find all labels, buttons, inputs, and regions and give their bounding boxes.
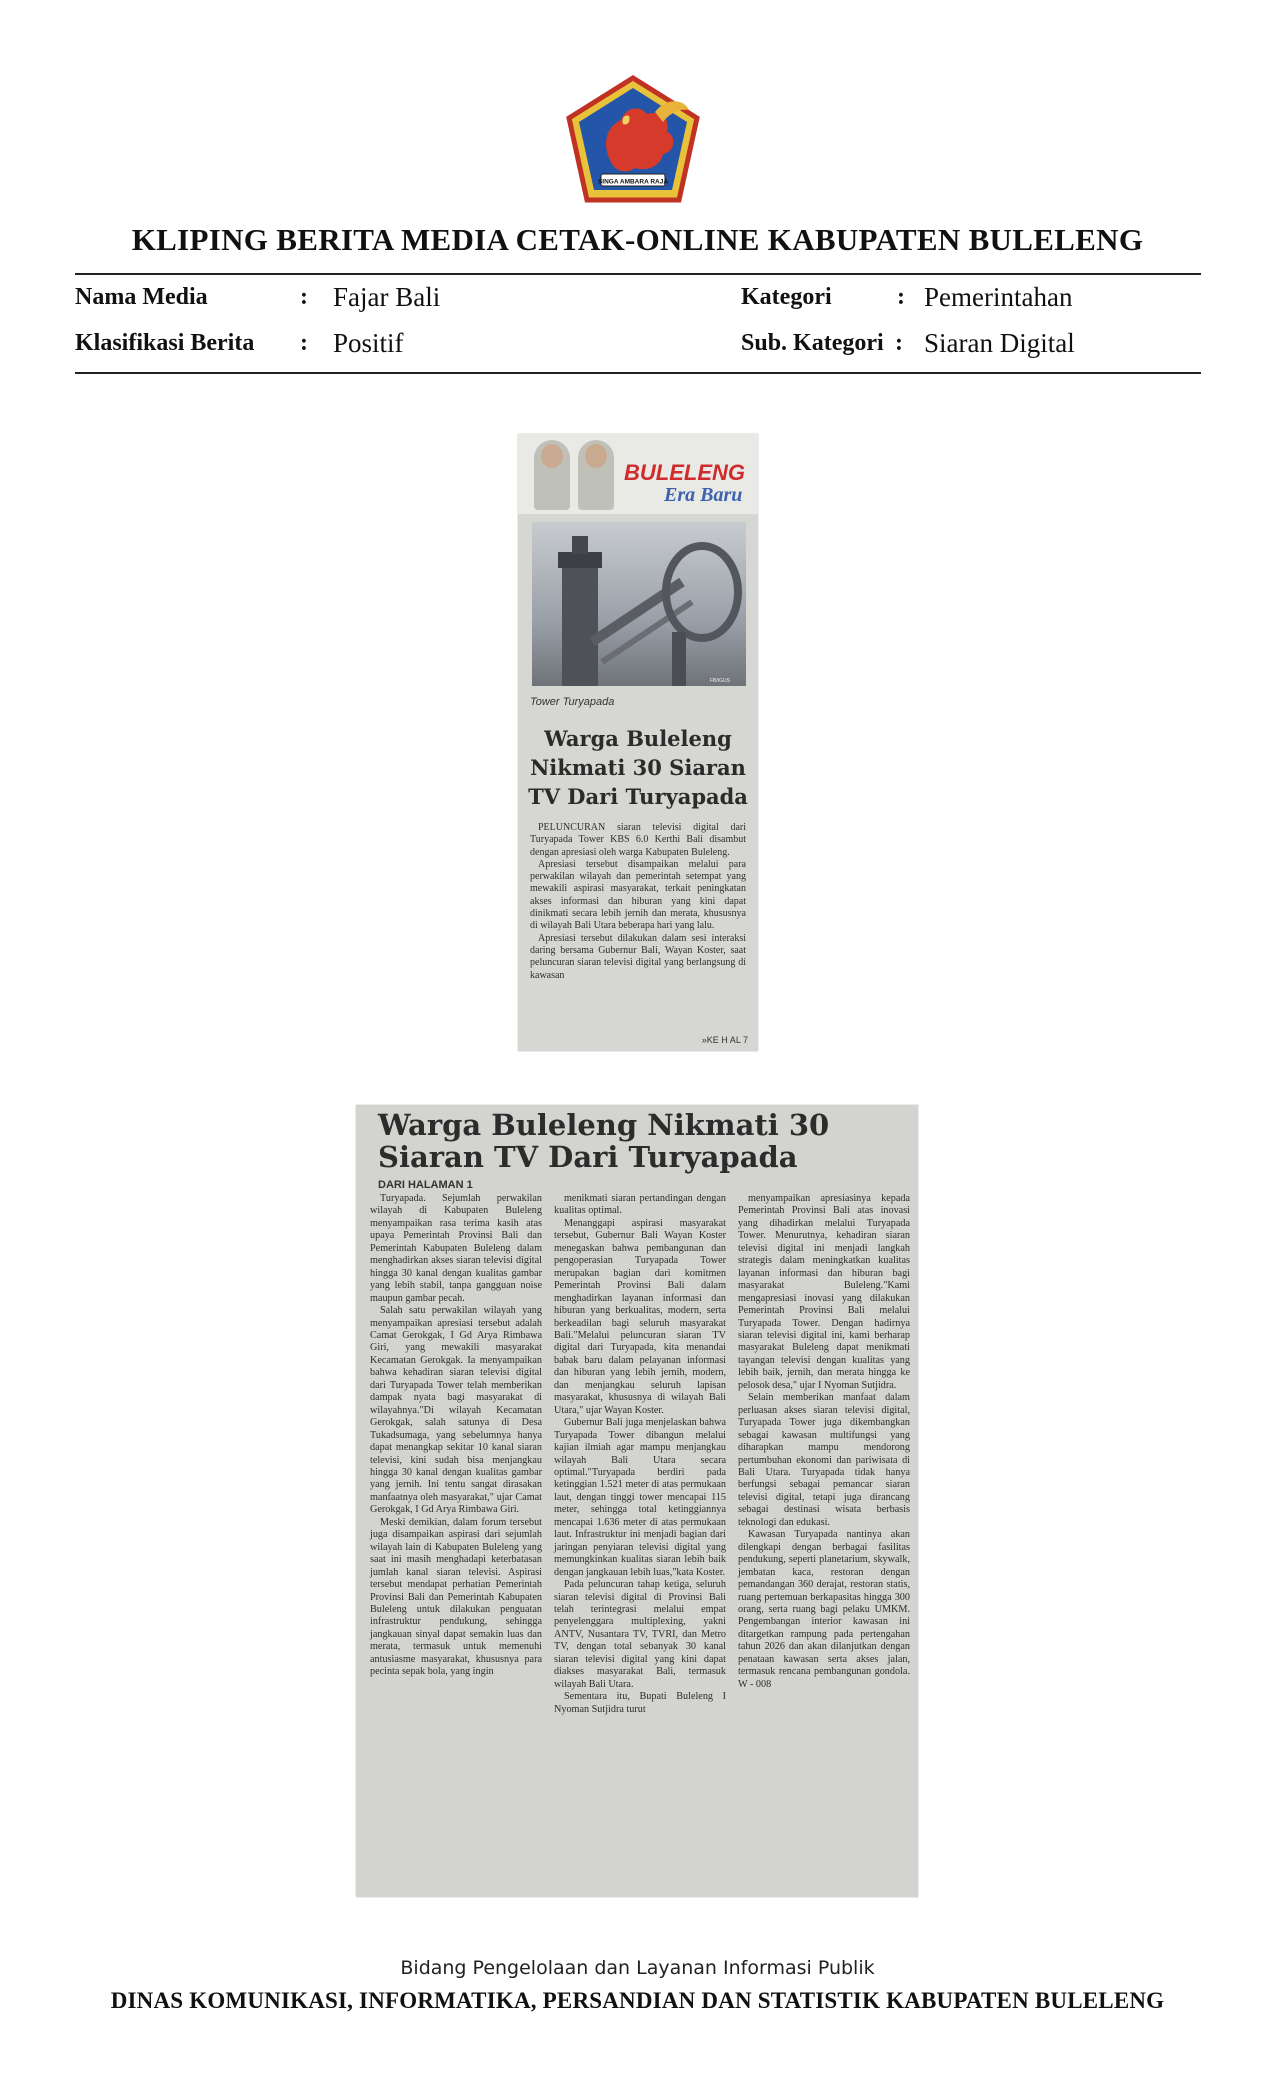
paragraph: Kawasan Turyapada nantinya akan dilengkapi dengan berbagai fasilitas pendukung, seperti planetarium, skywalk, jembatan kaca, restoran dengan pemandangan 360 derajat, restoran statis, ruang pertemuan berkapasitas hingga 300 orang, serta ruang bagi pelaku UMKM. Pengembangan interior kawasan ini ditargetkan rampung pada pertengahan tahun 2026 dan akan dilanjutkan dengan penataan kawasan serta akses jalan, termasuk rencana pembangunan gondola. W - 008 [738, 1529, 910, 1690]
rubric-banner [518, 434, 758, 514]
paragraph: Sementara itu, Bupati Buleleng I Nyoman Sutjidra turut [554, 1691, 726, 1715]
photo-caption: Tower Turyapada [530, 696, 615, 708]
continued-headline: Warga Buleleng Nikmati 30 Siaran TV Dari Turyapada [378, 1108, 830, 1174]
article-column-2 [554, 1193, 726, 1716]
headline-line: TV Dari Turyapada [528, 784, 748, 809]
paragraph: Gubernur Bali juga menjelaskan bahwa Turyapada Tower dibangun melalui kajian ilmiah agar mampu menjangkau wilayah Bali Utara secara optimal."Turyapada berdiri pada ketinggian 1.521 meter di atas permukaan laut, dengan tinggi tower mencapai 115 meter, sehingga total ketinggiannya mencapai 1.636 meter di atas permukaan laut. Infrastruktur ini menjadi bagian dari jaringan penyiaran televisi digital yang memungkinkan kualitas siaran lebih baik dengan jangkauan lebih luas,"kata Koster. [554, 1417, 726, 1578]
paragraph: Apresiasi tersebut dilakukan dalam sesi interaksi daring bersama Gubernur Bali, Wayan Koster, saat peluncuran siaran televisi digital yang berlangsung di kawasan [530, 932, 746, 981]
photo-credit: FB/IGUS [709, 678, 730, 684]
paragraph: Apresiasi tersebut disampaikan melalui para perwakilan wilayah dan pemerintah setempat yang mewakili aspirasi masyarakat, terkait peningkatan akses informasi dan hiburan yang kini dapat dinikmati secara lebih jernih dan merata, khususnya di wilayah Bali Utara beberapa hari yang lalu. [530, 858, 746, 932]
logo-text: SINGA AMBARA RAJA [597, 178, 669, 186]
subcategory-value: Siaran Digital [924, 328, 1075, 358]
regency-lion-crest-icon [563, 74, 703, 204]
page-title: KLIPING BERITA MEDIA CETAK-ONLINE KABUPATEN BULELENG [131, 222, 1144, 257]
footer-department: DINAS KOMUNIKASI, INFORMATIKA, PERSANDIAN DAN STATISTIK KABUPATEN BULELENG [110, 1988, 1165, 2013]
paragraph: Menanggapi aspirasi masyarakat tersebut, Gubernur Bali Wayan Koster menegaskan bahwa pembangunan dan pengoperasian Turyapada Tower merupakan bagian dari komitmen Pemerintah Provinsi Bali dalam menghadirkan layanan informasi dan hiburan yang berkualitas, modern, serta berkeadilan bagi seluruh masyarakat Bali."Melalui peluncuran siaran TV digital dari Turyapada, kita menandai babak baru dalam pelayanan informasi dan hiburan yang lebih jernih, modern, dan menjangkau seluruh lapisan masyarakat, khususnya di wilayah Bali Utara," ujar Wayan Koster. [554, 1217, 726, 1416]
paragraph: PELUNCURAN siaran televisi digital dari Turyapada Tower KBS 6.0 Kerthi Bali disambut dengan apresiasi oleh warga Kabupaten Buleleng. [530, 822, 746, 858]
continued-reference: »KE H AL 7 [701, 1035, 748, 1045]
footer-division: Bidang Pengelolaan dan Layanan Informasi Publik [400, 1957, 875, 1979]
front-page-clipping [518, 434, 758, 1051]
media-value: Fajar Bali [333, 282, 441, 312]
rubric-sub: Era Baru [664, 484, 743, 506]
official-photo [534, 440, 570, 510]
media-colon: : [300, 284, 308, 310]
paragraph: Turyapada. Sejumlah perwakilan wilayah di Kabupaten Buleleng menyampaikan rasa terima kasih atas upaya Pemerintah Provinsi Bali dan Pemerintah Kabupaten Buleleng dalam menghadirkan akses siaran televisi digital hingga 30 kanal dengan kualitas gambar yang lebih stabil, tanpa gangguan noise maupun gambar pecah. [370, 1193, 542, 1304]
front-article-body [530, 822, 746, 982]
media-label: Nama Media [75, 284, 208, 310]
classification-value: Positif [333, 328, 404, 358]
from-page-label: DARI HALAMAN 1 [378, 1179, 473, 1191]
category-colon: : [897, 284, 905, 310]
paragraph: Selain memberikan manfaat dalam perluasan akses siaran televisi digital, Turyapada Tower juga dikembangkan sebagai kawasan multifungsi yang diharapkan mampu mendorong pertumbuhan ekonomi dan pariwisata di Bali Utara. Turyapada tidak hanya berfungsi sebagai pemancar siaran televisi digital, tetapi juga dirancang sebagai destinasi wisata berbasis teknologi dan edukasi. [738, 1392, 910, 1528]
paragraph: Meski demikian, dalam forum tersebut juga disampaikan aspirasi dari sejumlah wilayah lain di Kabupaten Buleleng yang saat ini masih menghadapi keterbatasan jumlah kanal siaran televisi. Aspirasi tersebut mendapat perhatian Pemerintah Provinsi Bali dan Pemerintah Kabupaten Buleleng untuk dilakukan penguatan infrastruktur pendukung, sehingga jangkauan sinyal dapat semakin luas dan merata, termasuk untuk memenuhi antusiasme masyarakat, khususnya para pecinta sepak bola, yang ingin [370, 1516, 542, 1678]
classification-label: Klasifikasi Berita [75, 330, 255, 356]
article-column-1 [370, 1193, 542, 1679]
paragraph: menyampaikan apresiasinya kepada Pemerintah Provinsi Bali atas inovasi yang dihadirkan melalui Turyapada Tower. Menurutnya, kehadiran siaran televisi digital ini menjadi langkah strategis dalam meningkatkan kualitas layanan informasi dan hiburan bagi masyarakat Buleleng."Kami mengapresiasi inovasi yang dilakukan Pemerintah Provinsi Bali melalui Turyapada Tower. Dengan hadirnya siaran televisi digital ini, kami berharap masyarakat Buleleng dapat menikmati tayangan televisi dengan kualitas yang lebih baik, jernih, dan merata hingga ke pelosok desa," ujar I Nyoman Sutjidra. [738, 1193, 910, 1391]
paragraph: menikmati siaran pertandingan dengan kualitas optimal. [554, 1193, 726, 1217]
tower-photo [532, 522, 746, 686]
front-headline [518, 724, 758, 811]
headline-line: Nikmati 30 Siaran [530, 755, 746, 780]
header-rule-bottom [75, 372, 1201, 374]
subcategory-label: Sub. Kategori [741, 330, 884, 356]
headline-line: Warga Buleleng [544, 726, 732, 751]
paragraph: Pada peluncuran tahap ketiga, seluruh siaran televisi digital di Provinsi Bali telah terintegrasi melalui empat penyelenggara multiplexing, yakni ANTV, Nusantara TV, TVRI, dan Metro TV, dengan total sebanyak 30 kanal siaran televisi digital yang kini dapat diakses masyarakat Bali, termasuk wilayah Bali Utara. [554, 1579, 726, 1690]
subcategory-colon: : [895, 330, 903, 356]
rubric-main: BULELENG [624, 460, 745, 485]
continued-clipping [356, 1105, 918, 1897]
article-column-3 [738, 1193, 910, 1691]
category-value: Pemerintahan [924, 282, 1073, 312]
header-rule-top [75, 273, 1201, 275]
category-label: Kategori [741, 284, 832, 310]
paragraph: Salah satu perwakilan wilayah yang menyampaikan apresiasi tersebut adalah Camat Gerokgak, I Gd Arya Rimbawa Giri, yang mewakili masyarakat Kecamatan Gerokgak. Ia menyampaikan bahwa kehadiran siaran televisi digital dari Turyapada Tower telah memberikan dampak nyata bagi masyarakat di wilayahnya."Di wilayah Kecamatan Gerokgak, salah satunya di Desa Tukadsumaga, yang sebelumnya hanya dapat menangkap sekitar 10 kanal siaran televisi, kini sudah bisa menjangkau hingga 30 kanal dengan kualitas gambar yang jernih. Ini tentu sangat dirasakan manfaatnya oleh masyarakat," ujar Camat Gerokgak, I Gd Arya Rimbawa Giri. [370, 1305, 542, 1516]
classification-colon: : [300, 330, 308, 356]
official-photo [578, 440, 614, 510]
